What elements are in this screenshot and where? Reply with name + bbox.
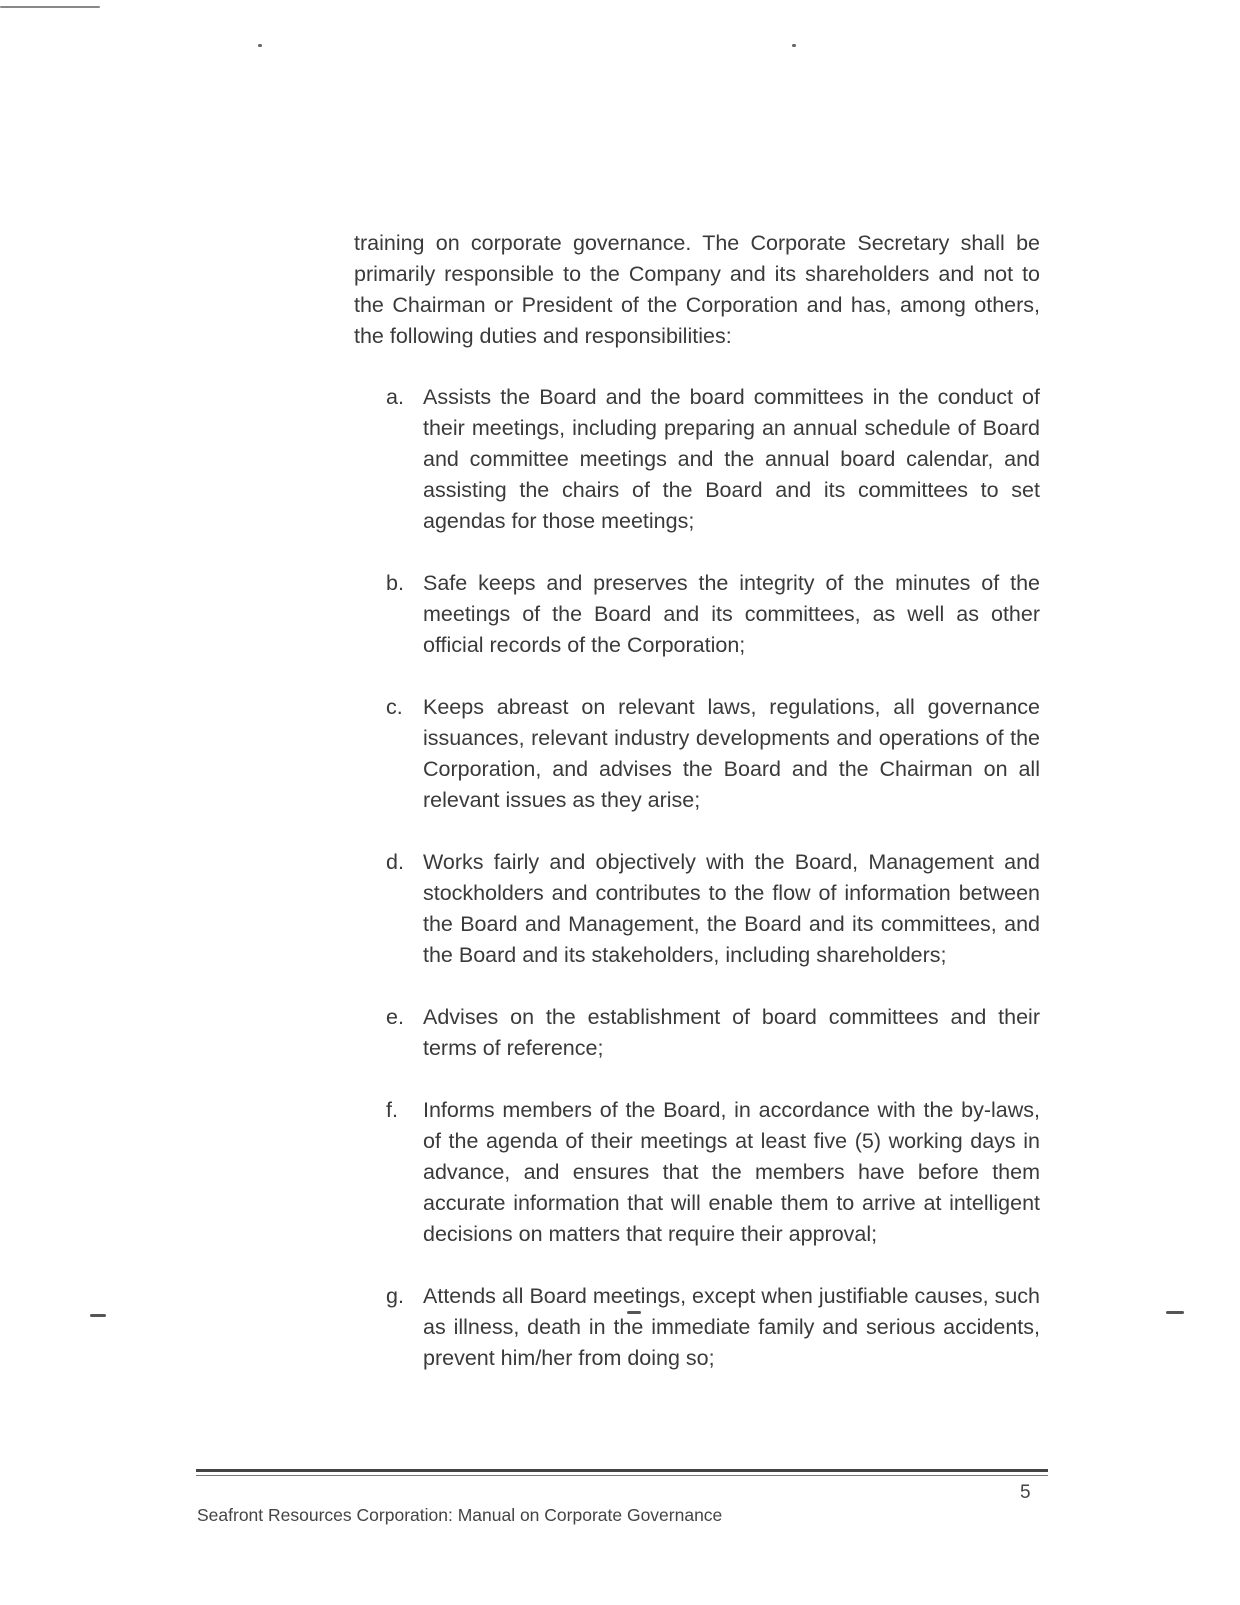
page-number: 5 <box>1020 1482 1031 1503</box>
list-marker: e. <box>386 1005 404 1029</box>
list-item <box>386 692 1040 816</box>
footer-title: Seafront Resources Corporation: Manual on Corporate Governance <box>197 1505 723 1525</box>
footer-rule <box>196 1469 1048 1472</box>
scan-artifact <box>792 44 796 47</box>
intro-paragraph: training on corporate governance. The Corporate Secretary shall be primarily responsible to the Company and its shareholders and not to the Chairman or President of the Corporation and has, among others, the following duties and responsibilities: <box>354 231 1040 348</box>
list-item-text: Attends all Board meetings, except when justifiable causes, such as illness, death in the immediate family and serious accidents, prevent him/her from doing so; <box>423 1284 1040 1370</box>
list-item <box>386 568 1040 661</box>
list-marker: c. <box>386 695 403 719</box>
list-item-text: Advises on the establishment of board committees and their terms of reference; <box>423 1005 1040 1060</box>
list-item <box>386 847 1040 971</box>
scan-artifact <box>90 1314 106 1317</box>
list-marker: f. <box>386 1098 398 1122</box>
list-item <box>386 382 1040 537</box>
list-marker: a. <box>386 385 404 409</box>
scan-artifact <box>1166 1311 1184 1314</box>
list-marker: b. <box>386 571 404 595</box>
scan-artifact <box>258 44 262 47</box>
duties-list <box>386 382 1040 1405</box>
list-item-text: Works fairly and objectively with the Board, Management and stockholders and contributes to the flow of information between the Board and Management, the Board and its committees, and the Board and its stakeholders, including shareholders; <box>423 850 1040 967</box>
scan-artifact <box>0 6 100 8</box>
list-item-text: Keeps abreast on relevant laws, regulations, all governance issuances, relevant industry developments and operations of the Corporation, and advises the Board and the Chairman on all relevant issues as they arise; <box>423 695 1040 812</box>
list-marker: d. <box>386 850 404 874</box>
list-item <box>386 1281 1040 1374</box>
list-item <box>386 1095 1040 1250</box>
list-item-text: Informs members of the Board, in accordance with the by-laws, of the agenda of their meetings at least five (5) working days in advance, and ensures that the members have before them accurate information that will enable them to arrive at intelligent decisions on matters that require their approval; <box>423 1098 1040 1246</box>
list-item-text: Assists the Board and the board committees in the conduct of their meetings, including preparing an annual schedule of Board and committee meetings and the annual board calendar, and assisting the chairs of the Board and its committees to set agendas for those meetings; <box>423 385 1040 533</box>
list-item-text: Safe keeps and preserves the integrity of the minutes of the meetings of the Board and its committees, as well as other official records of the Corporation; <box>423 571 1040 657</box>
footer-rule-thin <box>196 1475 1048 1476</box>
list-marker: g. <box>386 1284 404 1308</box>
list-item <box>386 1002 1040 1064</box>
